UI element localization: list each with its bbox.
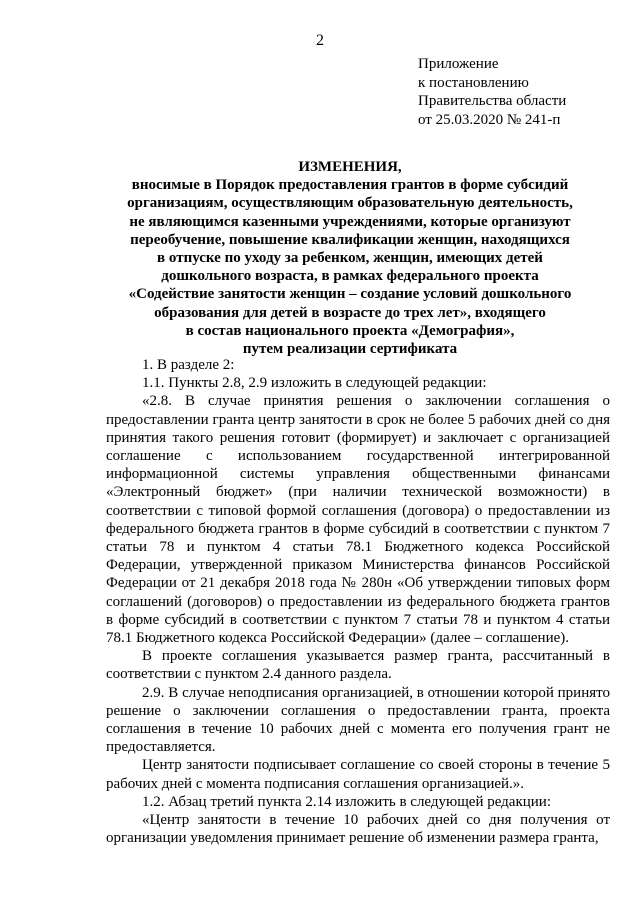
title-line: не являющимся казенными учреждениями, которые организуют <box>129 213 571 230</box>
paragraph-1-2: 1.2. Абзац третий пункта 2.14 изложить в следующей редакции: <box>142 793 552 810</box>
paragraph-section-2: 1. В разделе 2: <box>142 357 235 373</box>
annex-block <box>418 55 628 129</box>
title-line: переобучение, повышение квалификации женщин, находящихся <box>130 231 570 248</box>
title-line: в отпуске по уходу за ребенком, женщин, имеющих детей <box>157 250 543 267</box>
page-number: 2 <box>316 32 324 49</box>
paragraph-grant-size: В проекте соглашения указывается размер гранта, рассчитанный в соответствии с пунктом 2.4 данного раздела. <box>106 648 610 683</box>
document-body <box>106 356 610 847</box>
annex-line: Правительства области <box>418 93 567 109</box>
title-line: «Содействие занятости женщин – создание условий дошкольного <box>128 286 572 303</box>
paragraph-1-1: 1.1. Пункты 2.8, 2.9 изложить в следующей редакции: <box>142 375 487 392</box>
annex-line: от 25.03.2020 № 241-п <box>418 111 561 128</box>
paragraph-2-14: «Центр занятости в течение 10 рабочих дней со дня получения от организации уведомления принимает решение об изменении размера гранта, <box>106 812 610 847</box>
title-line: в состав национального проекта «Демография», <box>185 322 515 339</box>
paragraph-employment-center: Центр занятости подписывает соглашение со своей стороны в течение 5 рабочих дней с момента подписания соглашения организацией.». <box>106 757 610 792</box>
title-line: ИЗМЕНЕНИЯ, <box>298 159 402 175</box>
title-line: дошкольного возраста, в рамках федерального проекта <box>161 268 539 285</box>
title-line: путем реализации сертификата <box>242 341 458 358</box>
title-line: образования для детей в возрасте до трех лет», входящего <box>154 304 546 321</box>
paragraph-2-8: «2.8. В случае принятия решения о заключении соглашения о предоставлении гранта центр занятости в срок не более 5 рабочих дней со дня принятия такого решения готовит (формирует) и заключает с организацией соглашение с использованием государственной интегрированной информационной системы управления общественными финансами «Электронный бюджет» (при наличии технической возможности) в соответствии с типовой формой соглашения (договора) о предоставлении из федерального бюджета грантов в форме субсидий в соответствии с пунктом 7 статьи 78 и пунктом 4 статьи 78.1 Бюджетного кодекса Российской Федерации, утвержденной приказом Министерства финансов Российской Федерации от 21 декабря 2018 года № 280н «Об утверждении типовых форм соглашений (договоров) о предоставлении из федерального бюджета грантов в форме субсидий в соответствии с пунктом 7 статьи 78 и пунктом 4 статьи 78.1 Бюджетного кодекса Российской Федерации» (далее – соглашение). <box>106 393 610 647</box>
annex-line: Приложение <box>418 56 499 72</box>
paragraph-2-9: 2.9. В случае неподписания организацией, в отношении которой принято решение о заключении соглашения о предоставлении гранта, проекта соглашения в течение 10 рабочих дней с момента его получения грант не предоставляется. <box>106 684 610 756</box>
document-title <box>60 158 640 358</box>
title-line: организациям, осуществляющим образовательную деятельность, <box>127 195 573 212</box>
annex-line: к постановлению <box>418 74 529 91</box>
title-line: вносимые в Порядок предоставления грантов в форме субсидий <box>131 177 569 194</box>
